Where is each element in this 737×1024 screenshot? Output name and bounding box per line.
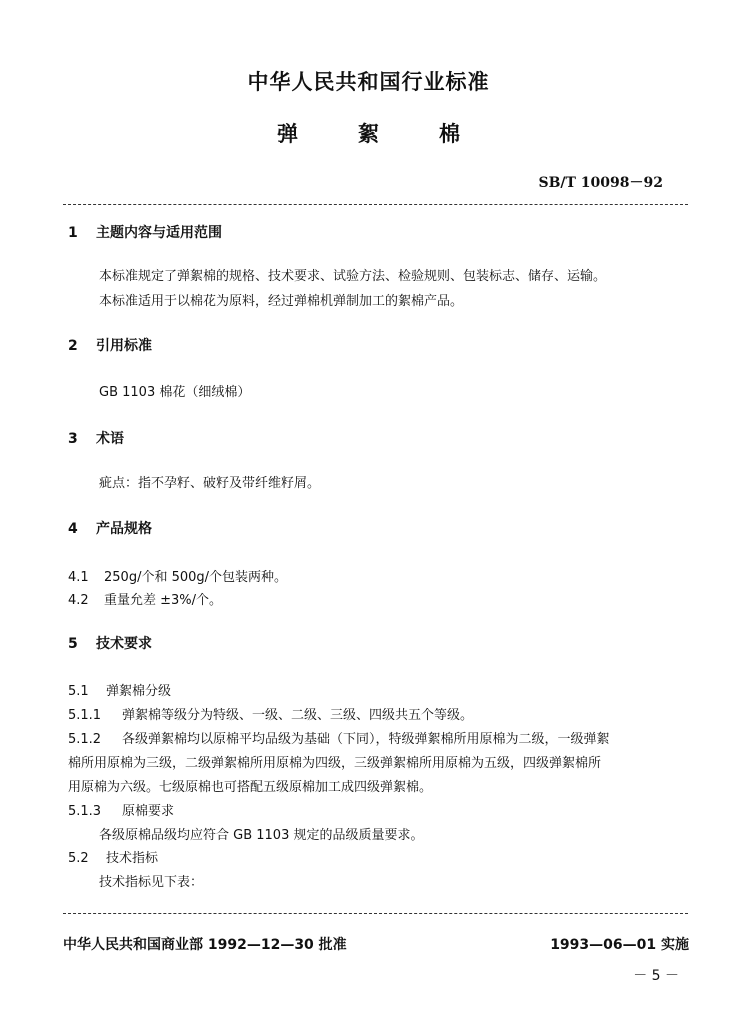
clause-text: 弹絮棉等级分为特级、一级、二级、三级、四级共五个等级。 [122,708,474,723]
standard-number: SB/T 10098－92 [538,175,663,191]
approval-info: 中华人民共和国商业部 1992—12—30 批准 [63,937,347,953]
section-1-heading [68,222,222,242]
clause-text: 弹絮棉分级 [106,684,172,699]
section-title: 技术要求 [96,636,152,652]
clause-number: 5.1 [68,684,89,699]
clause-number: 4.2 [68,593,89,608]
section-number: 1 [68,225,78,241]
clause-4-1 [68,566,287,585]
section-5-heading [68,633,152,653]
footer-divider [63,913,688,914]
section-title: 产品规格 [96,521,152,537]
clause-number: 5.1.3 [68,804,102,819]
clause-5-1-2 [68,728,610,747]
section-4-heading [68,518,152,538]
clause-number: 5.1.2 [68,732,102,747]
clause-number: 5.1.1 [68,708,102,723]
clause-text: 重量允差 ±3%/个。 [104,593,223,608]
clause-5-2 [68,847,158,866]
section-3-paragraph-1: 疵点：指不孕籽、破籽及带纤维籽屑。 [99,476,321,491]
clause-5-1-3-paragraph: 各级原棉品级均应符合 GB 1103 规定的品级质量要求。 [99,828,424,843]
section-title: 术语 [96,431,124,447]
section-title: 主题内容与适用范围 [96,225,222,241]
section-2-heading [68,335,152,355]
clause-text: 原棉要求 [122,804,175,819]
clause-number: 5.2 [68,851,89,866]
section-3-heading [68,428,124,448]
section-number: 5 [68,636,78,652]
header-divider [63,204,688,205]
clause-text: 各级弹絮棉均以原棉平均品级为基础（下同），特级弹絮棉所用原棉为二级，一级弹絮 [122,732,610,747]
clause-5-2-paragraph: 技术指标见下表： [99,875,204,890]
clause-5-1 [68,680,171,699]
clause-5-1-2-line-2: 棉所用原棉为三级，二级弹絮棉所用原棉为四级，三级弹絮棉所用原棉为五级，四级弹絮棉所 [68,756,602,771]
clause-4-2 [68,589,222,608]
section-title: 引用标准 [96,338,152,354]
clause-5-1-3 [68,800,174,819]
page-number: － 5 － [633,968,679,984]
clause-text: 250g/个和 500g/个包装两种。 [104,570,288,585]
clause-5-1-2-line-3: 用原棉为六级。七级原棉也可搭配五级原棉加工成四级弹絮棉。 [68,780,433,795]
section-1-paragraph-2: 本标准适用于以棉花为原料，经过弹棉机弹制加工的絮棉产品。 [99,294,464,309]
clause-number: 4.1 [68,570,89,585]
clause-text: 技术指标 [106,851,159,866]
section-2-paragraph-1: GB 1103 棉花（细绒棉） [99,385,251,400]
section-number: 4 [68,521,78,537]
document-title: 中华人民共和国行业标准 [247,70,490,94]
section-number: 3 [68,431,78,447]
document-subtitle: 弹絮棉 [277,122,520,146]
section-1-paragraph-1: 本标准规定了弹絮棉的规格、技术要求、试验方法、检验规则、包装标志、储存、运输。 [99,269,607,284]
section-number: 2 [68,338,78,354]
clause-5-1-1 [68,704,473,723]
implementation-date: 1993—06—01 实施 [550,937,689,953]
